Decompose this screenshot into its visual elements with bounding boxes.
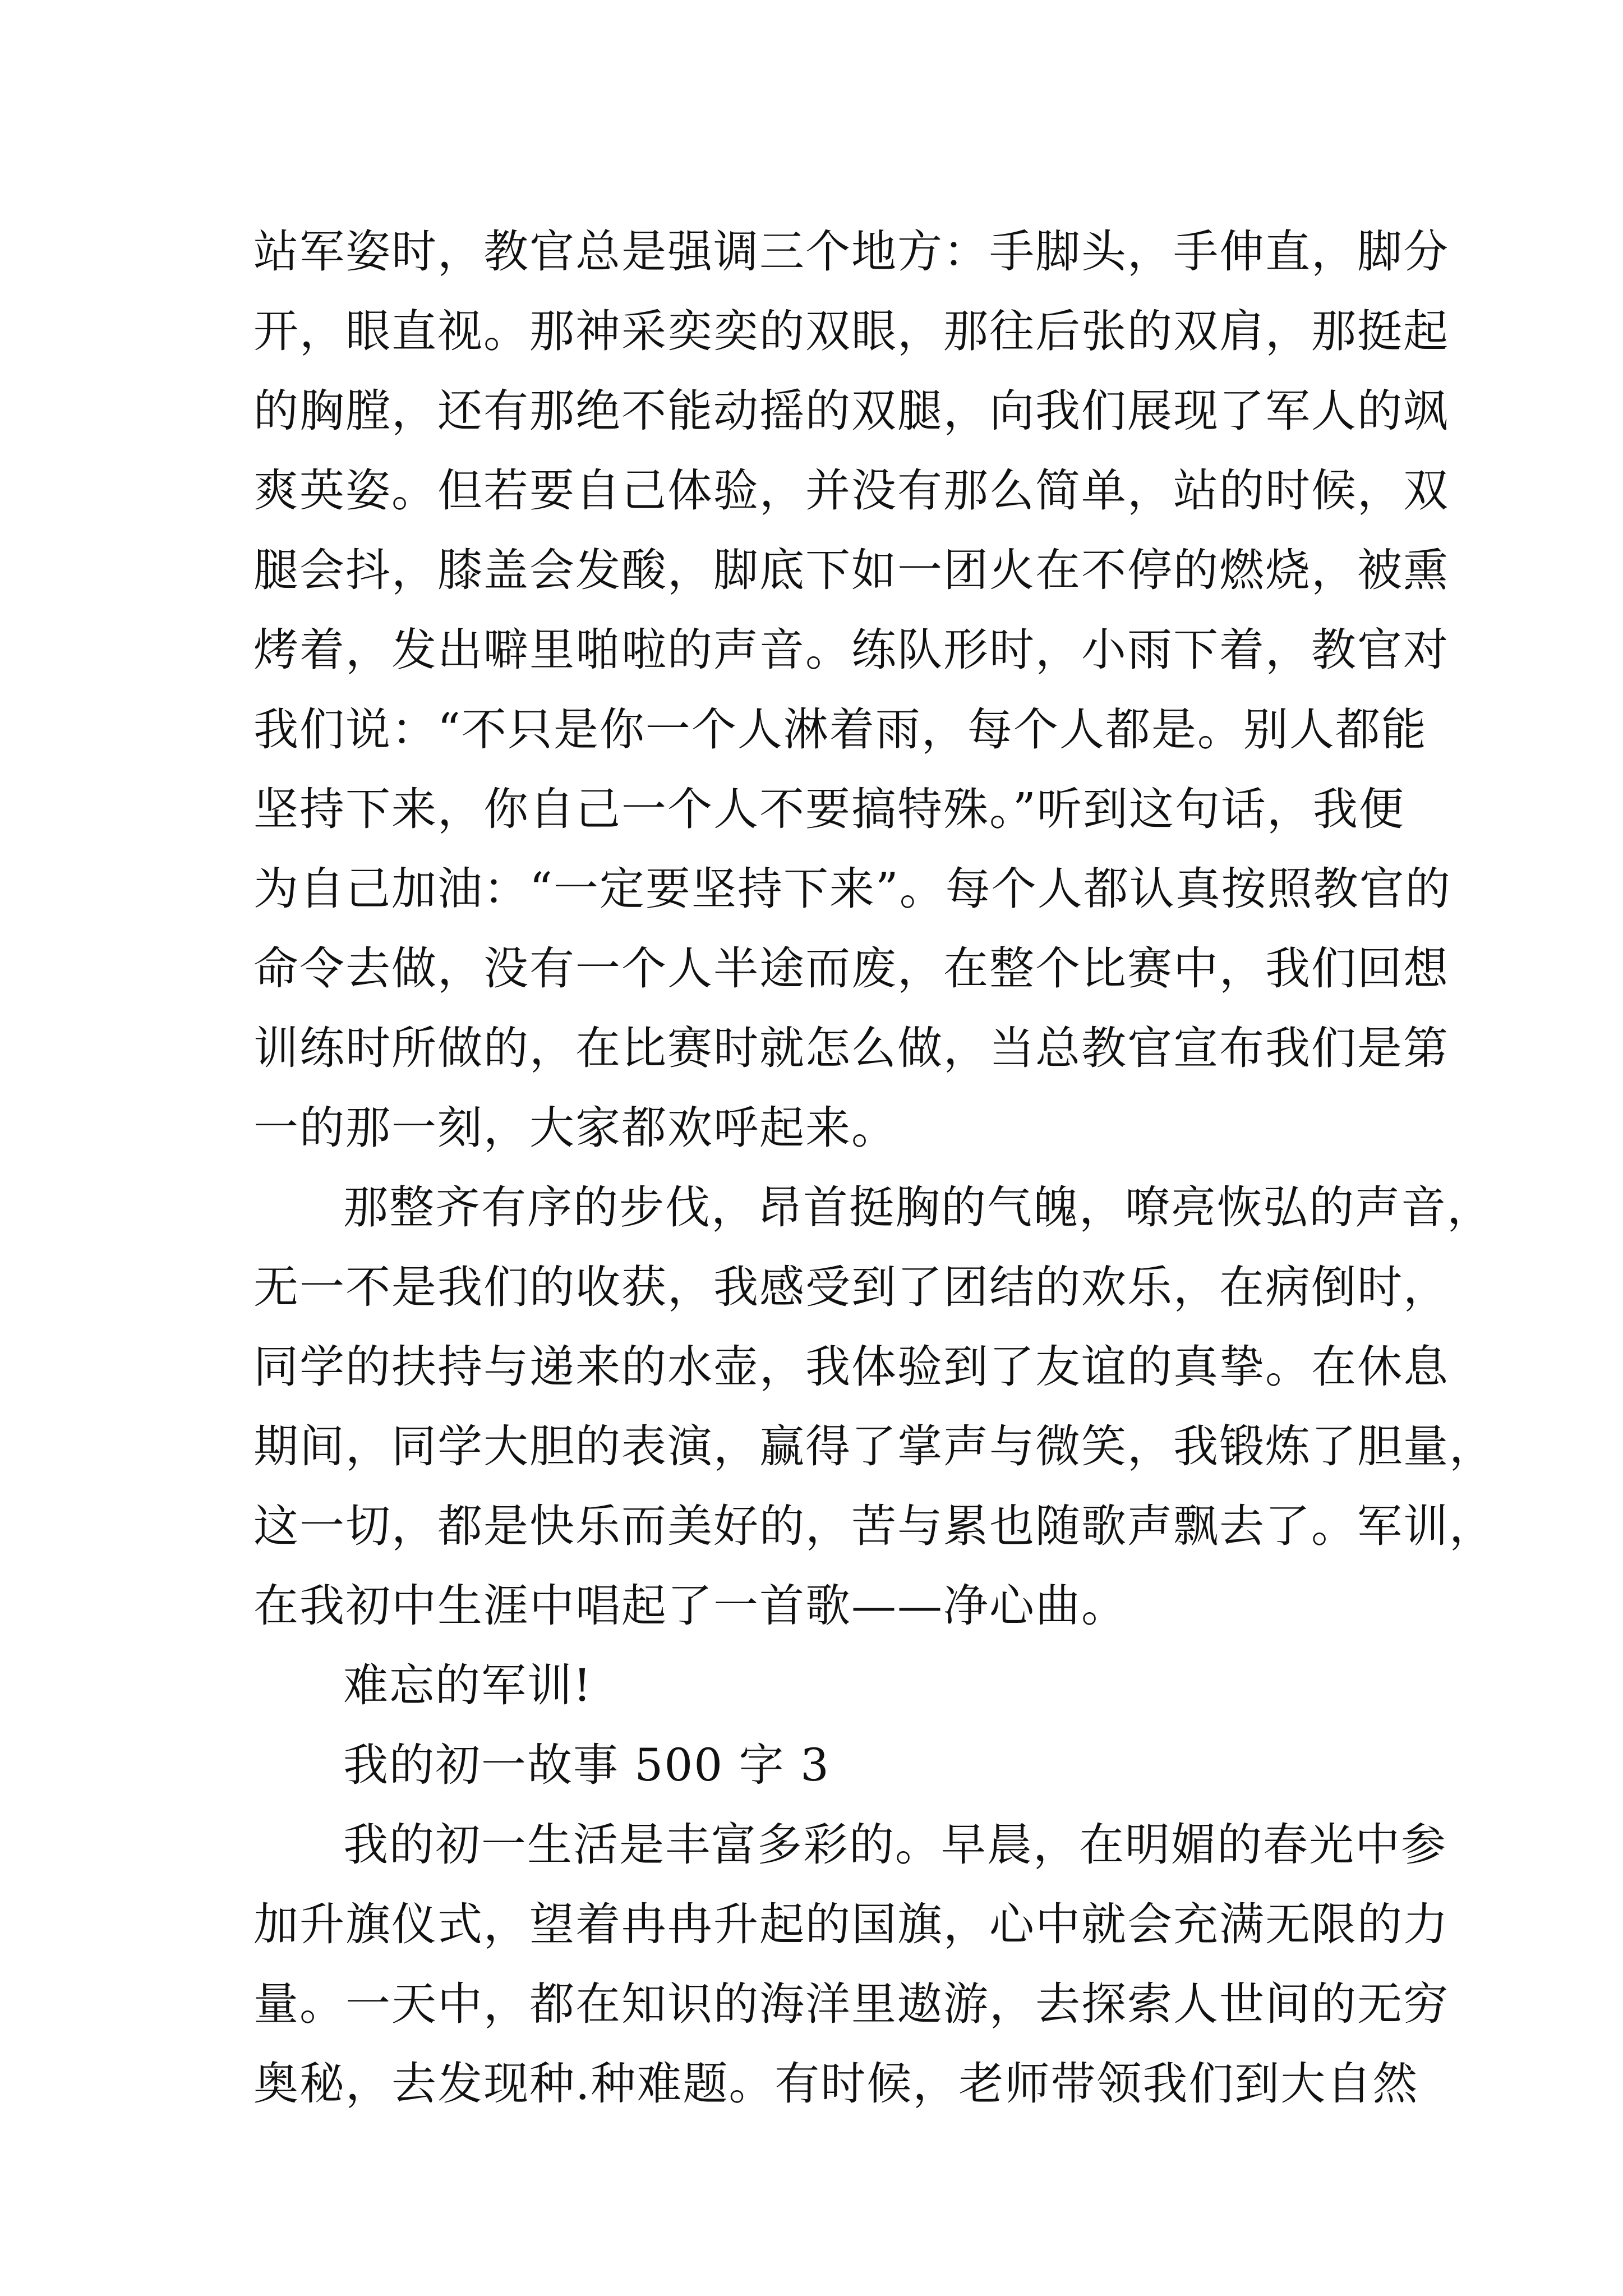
text-line: 烤着，发出噼里啪啦的声音。练队形时，小雨下着，教官对	[253, 624, 1449, 676]
text-line: 的胸膛，还有那绝不能动摇的双腿，向我们展现了军人的飒	[253, 385, 1449, 437]
text-line: 命令去做，没有一个人半途而废，在整个比赛中，我们回想	[253, 942, 1449, 995]
paragraph-military-posture	[253, 212, 1451, 1168]
text-line: 站军姿时，教官总是强调三个地方：手脚头，手伸直，脚分	[253, 226, 1449, 278]
text-line: 腿会抖，膝盖会发酸，脚底下如一团火在不停的燃烧，被熏	[253, 544, 1449, 596]
text-line: 坚持下来，你自己一个人不要搞特殊。”听到这句话，我便	[253, 783, 1405, 835]
text-line: 加升旗仪式，望着冉冉升起的国旗，心中就会充满无限的力	[253, 1898, 1449, 1950]
heading-line: 我的初一故事 500 字 3	[343, 1739, 830, 1791]
text-line: 奥秘，去发现种.种难题。有时候，老师带领我们到大自然	[253, 2058, 1419, 2110]
text-line: 爽英姿。但若要自己体验，并没有那么简单，站的时候，双	[253, 464, 1449, 517]
text-line: 在我初中生涯中唱起了一首歌——净心曲。	[253, 1580, 1127, 1632]
text-line: 训练时所做的，在比赛时就怎么做，当总教官宣布我们是第	[253, 1022, 1449, 1074]
paragraph-harvest	[253, 1168, 1495, 1646]
text-line: 为自己加油：“一定要坚持下来”。每个人都认真按照教官的	[253, 863, 1451, 915]
text-line: 我的初一生活是丰富多彩的。早晨，在明媚的春光中参	[343, 1819, 1447, 1871]
text-line: 难忘的军训!	[343, 1659, 593, 1711]
paragraph-first-year-life	[253, 1805, 1449, 2124]
text-line: 那整齐有序的步伐，昂首挺胸的气魄，嘹亮恢弘的声音，	[343, 1181, 1493, 1234]
text-line: 无一不是我们的收获，我感受到了团结的欢乐，在病倒时，	[253, 1261, 1449, 1313]
text-line: 这一切，都是快乐而美好的，苦与累也随歌声飘去了。军训，	[253, 1500, 1495, 1552]
text-line: 同学的扶持与递来的水壶，我体验到了友谊的真挚。在休息	[253, 1341, 1449, 1393]
section-heading	[253, 1726, 1398, 1805]
paragraph-unforgettable	[253, 1646, 1398, 1726]
text-line: 期间，同学大胆的表演，赢得了掌声与微笑，我锻炼了胆量，	[253, 1420, 1495, 1473]
body-text	[253, 212, 1495, 2124]
text-line: 量。一天中，都在知识的海洋里遨游，去探索人世间的无穷	[253, 1978, 1449, 2030]
text-line: 我们说：“不只是你一个人淋着雨，每个人都是。别人都能	[253, 703, 1427, 756]
text-line: 开，眼直视。那神采奕奕的双眼，那往后张的双肩，那挺起	[253, 305, 1449, 357]
text-line: 一的那一刻，大家都欢呼起来。	[253, 1102, 897, 1154]
